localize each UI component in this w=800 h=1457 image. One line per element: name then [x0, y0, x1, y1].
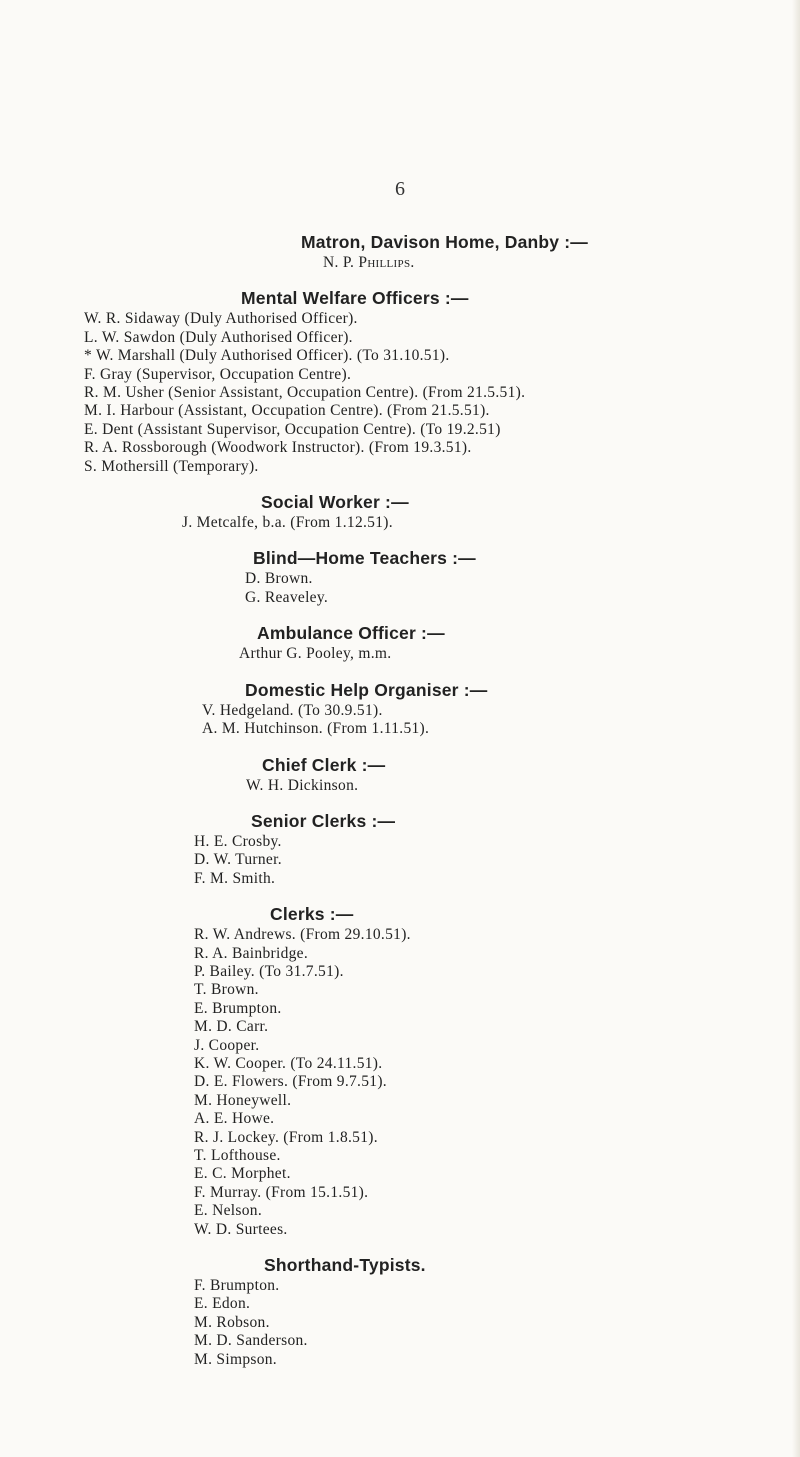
page-number: 6 — [395, 178, 405, 200]
section-heading: Senior Clerks :— — [251, 810, 396, 831]
entry: M. Simpson. — [194, 1350, 277, 1368]
section-heading: Chief Clerk :— — [262, 754, 386, 775]
entry-list — [202, 702, 772, 739]
entry-list — [194, 833, 772, 888]
entry: N. P. Phillips. — [323, 254, 415, 271]
entry: R. J. Lockey. (From 1.8.51). — [194, 1128, 378, 1146]
entry: V. Hedgeland. (To 30.9.51). — [202, 701, 383, 719]
entry: F. Gray (Supervisor, Occupation Centre). — [84, 365, 352, 383]
entry: E. Edon. — [194, 1295, 251, 1313]
section-heading: Blind—Home Teachers :— — [253, 548, 476, 569]
entry: A. E. Howe. — [194, 1110, 275, 1128]
section-clerks — [194, 902, 772, 1239]
entry: P. Bailey. (To 31.7.51). — [194, 962, 344, 980]
entry: R. A. Bainbridge. — [194, 944, 309, 962]
entry: T. Lofthouse. — [194, 1147, 281, 1164]
entry-list — [182, 514, 772, 532]
entry: M. I. Harbour (Assistant, Occupation Centre). (From 21.5.51). — [84, 402, 490, 420]
entry: W. H. Dickinson. — [246, 776, 359, 794]
section-mental-welfare — [84, 286, 772, 476]
section-social-worker — [182, 490, 772, 532]
entry: F. M. Smith. — [194, 869, 276, 887]
section-shorthand-typists — [194, 1253, 772, 1369]
section-heading: Social Worker :— — [261, 492, 409, 513]
entry: E. Nelson. — [194, 1202, 263, 1220]
entry-list — [84, 310, 772, 476]
entry: F. Brumpton. — [194, 1277, 280, 1295]
entry: K. W. Cooper. (To 24.11.51). — [194, 1054, 383, 1072]
section-heading: Domestic Help Organiser :— — [245, 679, 488, 700]
entry: H. E. Crosby. — [194, 832, 282, 850]
entry: R. A. Rossborough (Woodwork Instructor). (From 19.3.51). — [84, 439, 472, 457]
entry: Arthur G. Pooley, m.m. — [239, 645, 392, 663]
entry: M. D. Sanderson. — [194, 1332, 308, 1350]
entry-list — [239, 645, 772, 663]
entry: D. E. Flowers. (From 9.7.51). — [194, 1073, 387, 1091]
entry: J. Metcalfe, b.a. (From 1.12.51). — [182, 514, 393, 532]
entry: S. Mothersill (Temporary). — [84, 457, 259, 475]
section-ambulance-officer — [212, 621, 772, 663]
entry: M. Honeywell. — [194, 1091, 292, 1109]
entry: R. W. Andrews. (From 29.10.51). — [194, 926, 411, 944]
section-heading: Clerks :— — [270, 904, 354, 925]
staff-list — [84, 230, 772, 1383]
page-edge-shadow — [792, 0, 800, 1457]
entry-list — [246, 777, 772, 795]
entry: D. W. Turner. — [194, 851, 282, 869]
entry: L. W. Sawdon (Duly Authorised Officer). — [84, 328, 353, 346]
entry: G. Reaveley. — [245, 588, 329, 606]
entry: E. Brumpton. — [194, 999, 282, 1017]
section-matron — [236, 230, 772, 272]
entry: E. Dent (Assistant Supervisor, Occupation Centre). (To 19.2.51) — [84, 420, 501, 438]
entry: J. Cooper. — [194, 1036, 260, 1054]
entry: W. D. Surtees. — [194, 1220, 288, 1238]
entry: M. D. Carr. — [194, 1018, 269, 1036]
entry: W. R. Sidaway (Duly Authorised Officer). — [84, 310, 358, 328]
entry-list — [323, 254, 772, 272]
section-heading: Shorthand-Typists. — [264, 1255, 426, 1276]
section-senior-clerks — [194, 809, 772, 888]
section-heading: Ambulance Officer :— — [257, 623, 445, 644]
entry: D. Brown. — [245, 570, 313, 588]
entry: T. Brown. — [194, 981, 259, 999]
section-chief-clerk — [212, 753, 772, 795]
section-heading: Mental Welfare Officers :— — [241, 288, 469, 309]
entry-list — [245, 570, 772, 607]
entry: E. C. Morphet. — [194, 1165, 291, 1183]
entry: * W. Marshall (Duly Authorised Officer). (To 31.10.51). — [84, 347, 450, 365]
section-blind-home-teachers — [212, 546, 772, 607]
entry: F. Murray. (From 15.1.51). — [194, 1183, 369, 1201]
entry: A. M. Hutchinson. (From 1.11.51). — [202, 720, 430, 738]
section-heading: Matron, Davison Home, Danby :— — [301, 232, 589, 252]
entry: R. M. Usher (Senior Assistant, Occupation Centre). (From 21.5.51). — [84, 384, 526, 402]
entry-list — [194, 926, 772, 1239]
entry-list — [194, 1277, 772, 1369]
entry: M. Robson. — [194, 1313, 270, 1331]
section-domestic-help — [202, 678, 772, 739]
